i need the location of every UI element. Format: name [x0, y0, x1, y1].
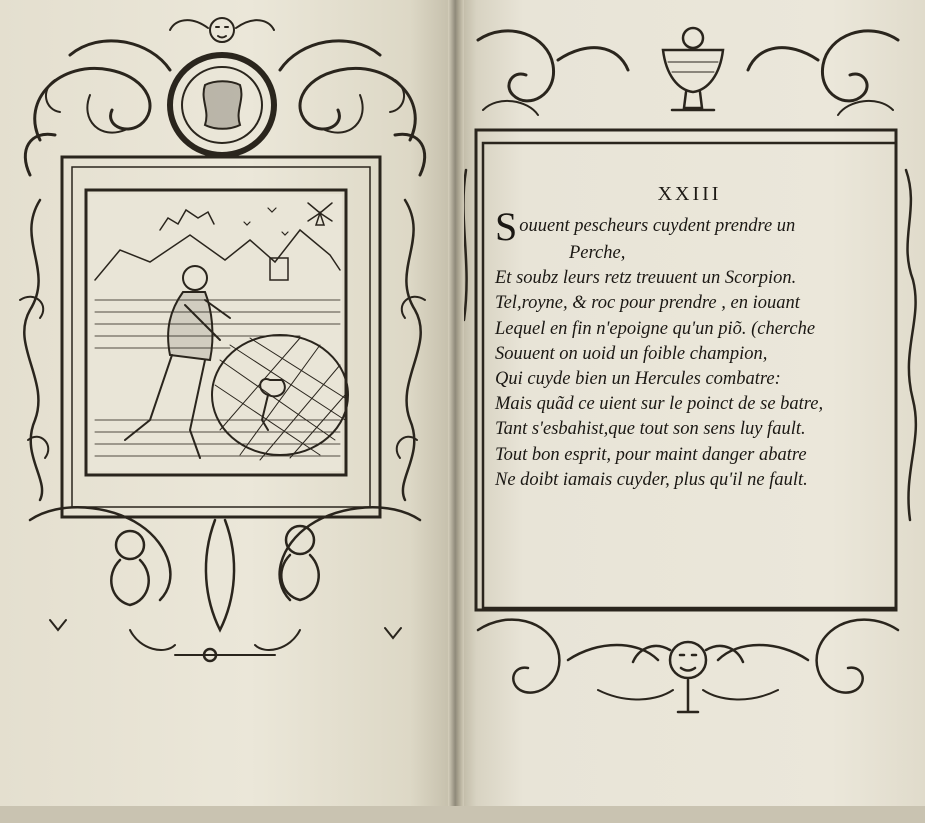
- drop-cap: S: [495, 204, 518, 249]
- vase-ornament-icon: [663, 28, 723, 110]
- verse-line: Tout bon esprit, pour maint danger abatre: [495, 444, 807, 465]
- top-scroll-ornament: [478, 31, 898, 115]
- emblem-text-frame: [483, 143, 896, 608]
- putti-ornament-icon: [30, 507, 420, 661]
- verse-line: Qui cuyde bien un Hercules combatre:: [495, 369, 781, 390]
- verse-line: Tel,royne, & roc pour prendre , en iouant: [495, 293, 800, 314]
- left-page: [0, 0, 455, 812]
- right-page: [458, 0, 925, 812]
- verse-line: Perche,: [569, 243, 626, 263]
- left-page-woodcut: [0, 0, 455, 812]
- verse-line: Et soubz leurs retz treuuent un Scorpion.: [495, 268, 797, 289]
- verse-line: Mais quãd ce uient sur le poinct de se batre,: [495, 394, 824, 415]
- book-gutter: [448, 0, 464, 823]
- oval-cartouche-icon: [170, 55, 274, 155]
- fisherman-woodcut-illustration: [90, 194, 348, 471]
- verse-line: Souuent pescheurs cuydent prendre un: [495, 204, 796, 249]
- cherub-head-icon: [170, 18, 274, 42]
- verse-line: Souuent on uoid un foible champion,: [495, 343, 768, 364]
- verse-line: Ne doibt iamais cuyder, plus qu'il ne fault.: [495, 469, 808, 490]
- verse-line: Tant s'esbahist,que tout son sens luy fault.: [495, 419, 806, 440]
- grotesque-mask-icon: [478, 620, 898, 712]
- emblem-number: XXIII: [657, 183, 722, 205]
- emblem-verses: [495, 204, 885, 493]
- table-edge: [0, 806, 925, 823]
- verse-line: Lequel en fin n'epoigne qu'un piõ. (cherche: [495, 318, 816, 339]
